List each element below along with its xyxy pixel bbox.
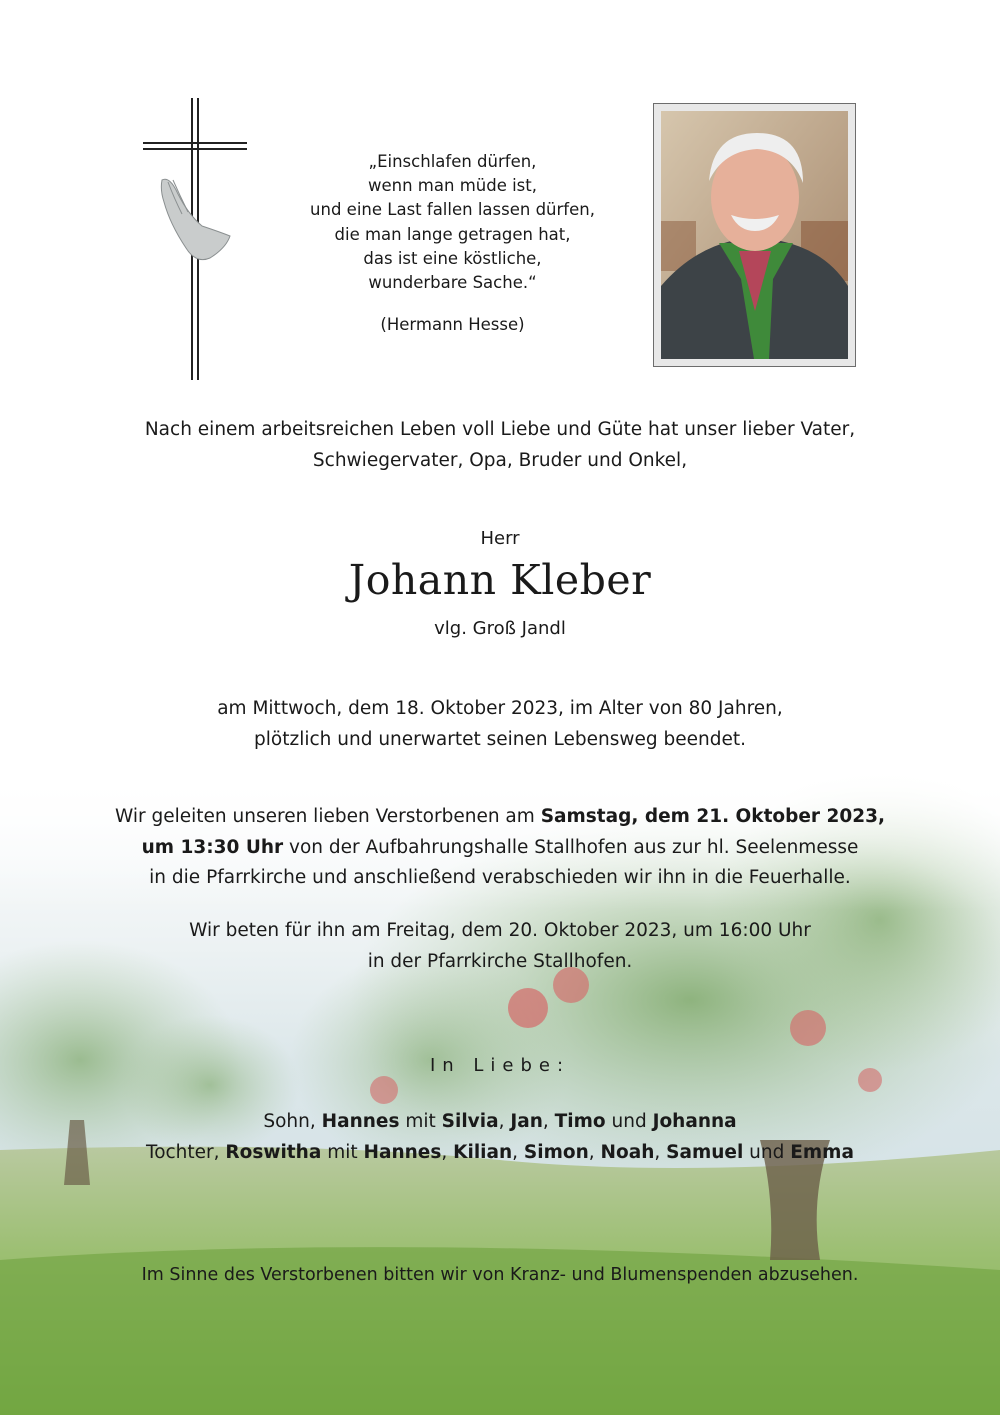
family-name: Emma [790, 1142, 854, 1163]
closing-note: Im Sinne des Verstorbenen bitten wir von Kranz- und Blumenspenden abzusehen. [141, 1265, 859, 1285]
funeral-text: Wir geleiten unseren lieben Verstorbenen am [114, 806, 541, 827]
family-text: , [498, 1111, 511, 1132]
family-name: Kilian [453, 1142, 513, 1163]
prayer-line: Wir beten für ihn am Freitag, dem 20. Oktober 2023, um 16:00 Uhr [189, 920, 811, 941]
family-name: Hannes [321, 1111, 400, 1132]
funeral-details [0, 802, 1000, 894]
family-name: Hannes [363, 1142, 442, 1163]
poem-line: und eine Last fallen lassen dürfen, [310, 200, 595, 220]
family-daughter-line [0, 1137, 1000, 1168]
intro-line: Schwiegervater, Opa, Bruder und Onkel, [312, 450, 688, 471]
death-line: plötzlich und unerwartet seinen Lebensweg beendet. [254, 729, 746, 750]
portrait-photo [661, 111, 848, 359]
poem-line: wunderbare Sache.“ [368, 273, 537, 293]
salutation: Herr [480, 528, 520, 549]
family-text: und [743, 1142, 791, 1163]
prayer-line: in der Pfarrkirche Stallhofen. [367, 951, 633, 972]
family-text: , [588, 1142, 601, 1163]
funeral-text: von der Aufbahrungshalle Stallhofen aus zur hl. Seelenmesse [283, 836, 859, 858]
family-text: und [605, 1111, 653, 1132]
family-name: Simon [523, 1142, 589, 1163]
cross-with-praying-hands-icon [140, 98, 250, 380]
family-name: Samuel [666, 1142, 744, 1163]
funeral-date: Samstag, dem 21. Oktober 2023, [540, 806, 885, 827]
funeral-line [0, 802, 1000, 833]
poem-line: wenn man müde ist, [368, 176, 537, 196]
funeral-line [0, 833, 1000, 864]
in-liebe-heading: In Liebe: [429, 1055, 571, 1076]
family-name: Timo [554, 1111, 606, 1132]
portrait-frame [653, 103, 856, 367]
family-name: Jan [510, 1111, 543, 1132]
family-text: Tochter, [146, 1142, 226, 1163]
poem-quote [290, 150, 615, 337]
poem-line: das ist eine köstliche, [363, 248, 542, 268]
family-text: , [542, 1111, 555, 1132]
family-text: , [512, 1142, 524, 1163]
family-text: , [441, 1142, 454, 1163]
family-text: mit [321, 1142, 364, 1163]
family-name: Silvia [441, 1111, 499, 1132]
family-name: Johanna [652, 1111, 737, 1132]
death-line: am Mittwoch, dem 18. Oktober 2023, im Alter von 80 Jahren, [217, 698, 783, 719]
family-son-line [0, 1106, 1000, 1137]
poem-line: „Einschlafen dürfen, [368, 152, 537, 171]
poem-author: (Hermann Hesse) [380, 315, 525, 335]
deceased-nickname: vlg. Groß Jandl [434, 618, 566, 639]
family-name: Noah [600, 1142, 655, 1163]
funeral-line: in die Pfarrkirche und anschließend verabschieden wir ihn in die Feuerhalle. [149, 867, 851, 888]
intro-line: Nach einem arbeitsreichen Leben voll Liebe und Güte hat unser lieber Vater, [144, 419, 856, 440]
death-notice [0, 693, 1000, 755]
intro-text [0, 414, 1000, 476]
family-name: Roswitha [225, 1142, 322, 1163]
deceased-name: Johann Kleber [348, 556, 652, 604]
family-text: mit [399, 1111, 442, 1132]
family-list [0, 1106, 1000, 1168]
funeral-time: um 13:30 Uhr [141, 836, 284, 858]
prayer-details [0, 915, 1000, 977]
family-text: , [654, 1142, 667, 1163]
poem-line: die man lange getragen hat, [334, 224, 571, 244]
family-text: Sohn, [263, 1111, 322, 1132]
